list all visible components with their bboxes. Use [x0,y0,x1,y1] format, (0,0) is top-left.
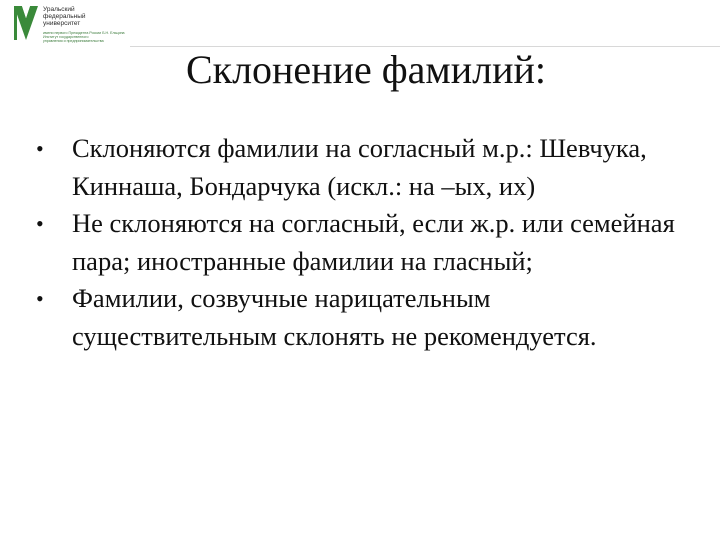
university-logo [12,4,142,44]
slide-title: Склонение фамилий: [185,47,547,92]
bullet-text: Фамилии, созвучные нарицательным существительным склонять не рекомендуется. [72,283,597,351]
bullet-text: Не склоняются на согласный, если ж.р. или семейная пара; иностранные фамилии на гласный; [72,208,675,276]
bullet-marker: • [36,286,44,311]
bullet-marker: • [36,211,44,236]
bullet-item [30,130,690,205]
logo-name: Уральский федеральный университет [43,6,86,27]
bullet-marker: • [36,136,44,161]
logo-subtitle: имени первого Президента России Б.Н. Ельцина Институт государственного управления и предпринимательства [43,31,125,43]
bullet-list [30,130,690,355]
bullet-text: Склоняются фамилии на согласный м.р.: Шевчука, Киннаша, Бондарчука (искл.: на –ых, их) [72,133,647,201]
logo-mark-icon [12,4,40,42]
bullet-item [30,280,690,355]
bullet-item [30,205,690,280]
